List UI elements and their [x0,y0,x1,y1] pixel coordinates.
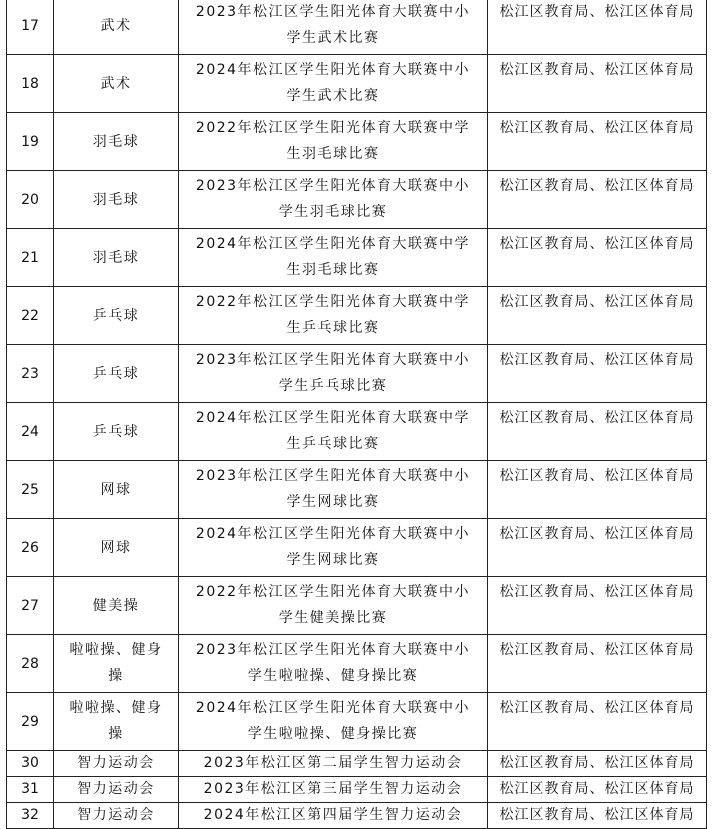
event-name: 2022年松江区学生阳光体育大联赛中学生羽毛球比赛 [179,113,488,171]
sport-name: 羽毛球 [54,113,179,171]
row-number: 20 [7,171,54,229]
event-name: 2023年松江区第二届学生智力运动会 [179,751,488,777]
table-row [7,403,707,461]
table-row [7,171,707,229]
row-number: 19 [7,113,54,171]
sport-name: 网球 [54,519,179,577]
event-name: 2023年松江区学生阳光体育大联赛中小学生乒乓球比赛 [179,345,488,403]
row-number: 27 [7,577,54,635]
row-number: 22 [7,287,54,345]
table-row [7,803,707,829]
table-row [7,229,707,287]
sport-name: 啦啦操、健身操 [54,635,179,693]
sport-name: 乒乓球 [54,287,179,345]
event-name: 2023年松江区学生阳光体育大联赛中小学生武术比赛 [179,0,488,55]
row-number: 26 [7,519,54,577]
sport-name: 乒乓球 [54,345,179,403]
table-row [7,0,707,55]
competition-table [6,0,707,829]
table-row [7,751,707,777]
row-number: 18 [7,55,54,113]
organizer: 松江区教育局、松江区体育局 [488,171,707,229]
organizer: 松江区教育局、松江区体育局 [488,287,707,345]
event-name: 2024年松江区学生阳光体育大联赛中学生乒乓球比赛 [179,403,488,461]
sport-name: 羽毛球 [54,229,179,287]
organizer: 松江区教育局、松江区体育局 [488,751,707,777]
organizer: 松江区教育局、松江区体育局 [488,693,707,751]
event-name: 2023年松江区学生阳光体育大联赛中小学生啦啦操、健身操比赛 [179,635,488,693]
table-row [7,777,707,803]
sport-name: 啦啦操、健身操 [54,693,179,751]
row-number: 29 [7,693,54,751]
organizer: 松江区教育局、松江区体育局 [488,0,707,55]
organizer: 松江区教育局、松江区体育局 [488,113,707,171]
table-row [7,287,707,345]
sport-name: 武术 [54,55,179,113]
table-row [7,693,707,751]
event-name: 2024年松江区学生阳光体育大联赛中小学生啦啦操、健身操比赛 [179,693,488,751]
table-row [7,345,707,403]
event-name: 2024年松江区学生阳光体育大联赛中小学生网球比赛 [179,519,488,577]
row-number: 28 [7,635,54,693]
table-row [7,461,707,519]
row-number: 21 [7,229,54,287]
table-row [7,519,707,577]
organizer: 松江区教育局、松江区体育局 [488,777,707,803]
sport-name: 乒乓球 [54,403,179,461]
organizer: 松江区教育局、松江区体育局 [488,403,707,461]
row-number: 25 [7,461,54,519]
row-number: 23 [7,345,54,403]
sport-name: 网球 [54,461,179,519]
organizer: 松江区教育局、松江区体育局 [488,519,707,577]
row-number: 32 [7,803,54,829]
event-name: 2024年松江区学生阳光体育大联赛中小学生武术比赛 [179,55,488,113]
table-row [7,635,707,693]
organizer: 松江区教育局、松江区体育局 [488,803,707,829]
row-number: 31 [7,777,54,803]
event-name: 2023年松江区第三届学生智力运动会 [179,777,488,803]
event-name: 2022年松江区学生阳光体育大联赛中小学生健美操比赛 [179,577,488,635]
sport-name: 智力运动会 [54,777,179,803]
row-number: 24 [7,403,54,461]
organizer: 松江区教育局、松江区体育局 [488,345,707,403]
event-name: 2024年松江区第四届学生智力运动会 [179,803,488,829]
row-number: 17 [7,0,54,55]
table-row [7,113,707,171]
sport-name: 健美操 [54,577,179,635]
organizer: 松江区教育局、松江区体育局 [488,635,707,693]
organizer: 松江区教育局、松江区体育局 [488,229,707,287]
organizer: 松江区教育局、松江区体育局 [488,461,707,519]
sport-name: 武术 [54,0,179,55]
organizer: 松江区教育局、松江区体育局 [488,577,707,635]
sport-name: 羽毛球 [54,171,179,229]
row-number: 30 [7,751,54,777]
event-name: 2022年松江区学生阳光体育大联赛中学生乒乓球比赛 [179,287,488,345]
table-row [7,55,707,113]
sport-name: 智力运动会 [54,803,179,829]
organizer: 松江区教育局、松江区体育局 [488,55,707,113]
event-name: 2023年松江区学生阳光体育大联赛中小学生网球比赛 [179,461,488,519]
table-row [7,577,707,635]
event-name: 2023年松江区学生阳光体育大联赛中小学生羽毛球比赛 [179,171,488,229]
event-name: 2024年松江区学生阳光体育大联赛中学生羽毛球比赛 [179,229,488,287]
sport-name: 智力运动会 [54,751,179,777]
